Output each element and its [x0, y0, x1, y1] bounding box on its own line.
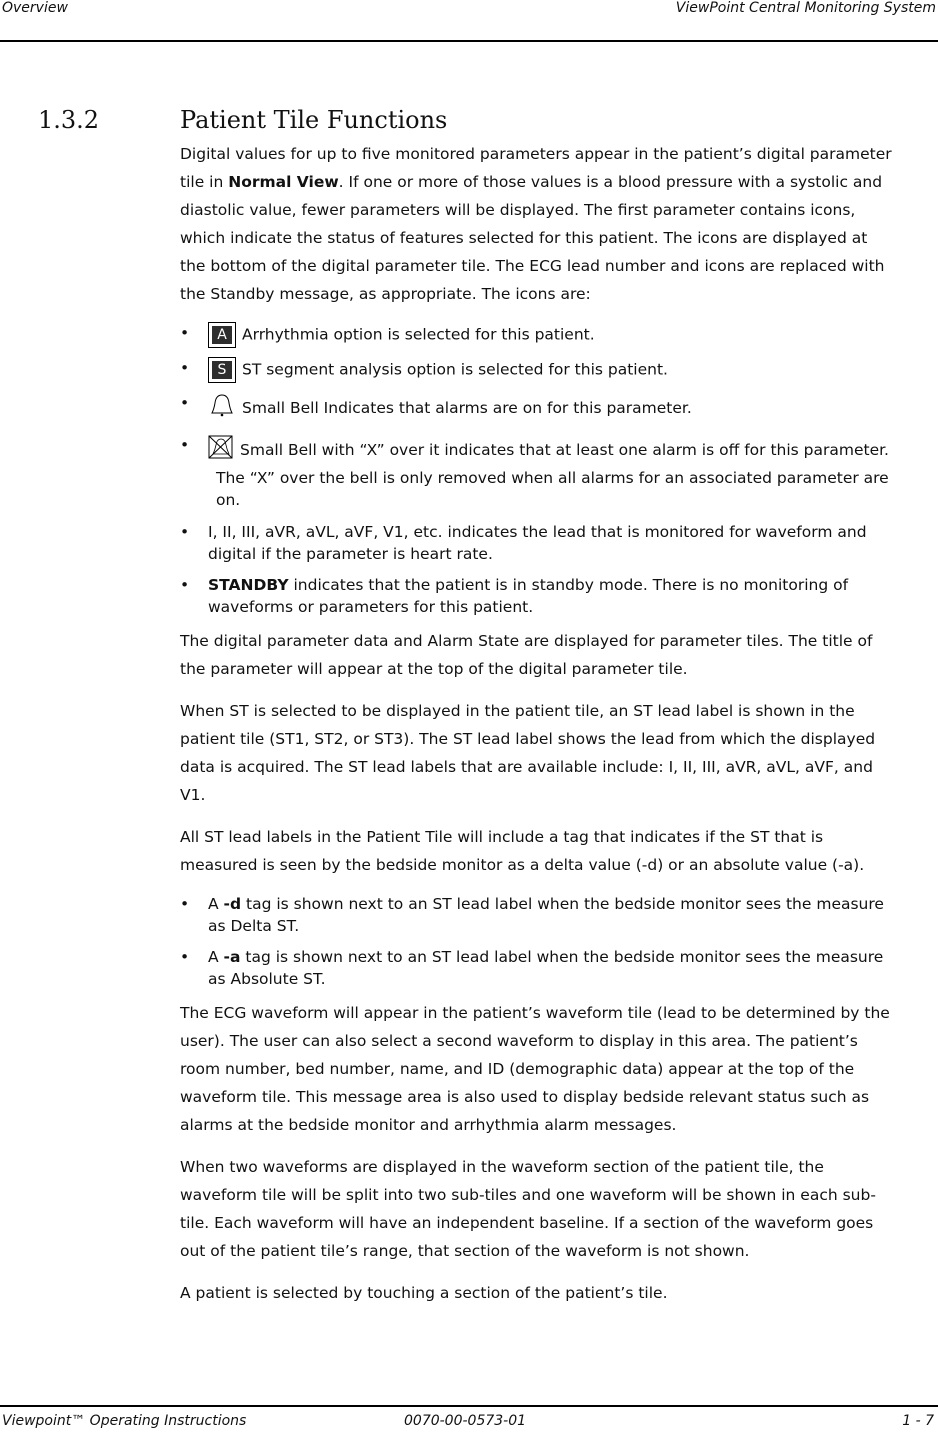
section-number: 1.3.2 [38, 106, 100, 134]
bullet: • [180, 324, 190, 342]
ecg-waveform-paragraph: The ECG waveform will appear in the patient’s waveform tile (lead to be determined by the user). The user can also select a second waveform to display in this area. The patient’s room number, bed number, name, and ID (demographic data) appear at the top of the waveform tile. This message area is also used to display bedside relevant status such as alarms at the bedside monitor and arrhythmia alarm messages. [180, 1004, 890, 1134]
list-item: • A -a tag is shown next to an ST lead label when the bedside monitor sees the measure as Absolute ST. [180, 948, 884, 988]
st-label-paragraph: When ST is selected to be displayed in the patient tile, an ST lead label is shown in the patient tile (ST1, ST2, or ST3). The ST lead label shows the lead from which the displayed data is acquired. The ST lead labels that are available include: I, II, III, aVR, aVL, aVF, and V1. [180, 702, 876, 804]
st-tag-paragraph: All ST lead labels in the Patient Tile will include a tag that indicates if the ST that is measured is seen by the bedside monitor as a delta value (-d) or an absolute value (-a). [180, 828, 865, 874]
list-item: • I, II, III, aVR, aVL, aVF, V1, etc. indicates the lead that is monitored for waveform and digital if the parameter is heart rate. [180, 523, 867, 563]
list-item: • A -d tag is shown next to an ST lead label when the bedside monitor sees the measure as Delta ST. [180, 895, 884, 935]
bullet: • [180, 576, 190, 594]
arrhythmia-icon: A [208, 322, 236, 348]
bullet: • [180, 948, 190, 966]
header-section-name: Overview [2, 0, 68, 16]
footer-document-name: Viewpoint™ Operating Instructions [2, 1413, 247, 1429]
page-number: 1 - 7 [902, 1413, 934, 1429]
delta-tag-term: -d [223, 895, 242, 913]
st-segment-icon: S [208, 357, 236, 383]
bullet: • [180, 523, 190, 541]
page-footer [0, 1405, 938, 1437]
bullet: • [180, 436, 190, 454]
list-item: • A Arrhythmia option is selected for this patient. [180, 322, 896, 348]
intro-paragraph: Digital values for up to five monitored parameters appear in the patient’s digital parameter tile in Normal View. If one or more of those values is a blood pressure with a systolic and diastolic value, fewer parameters will be displayed. The first parameter contains icons, which indicate the status of features selected for this patient. The icons are displayed at the bottom of the digital parameter tile. The ECG lead number and icons are replaced with the Standby message, as appropriate. The icons are: [180, 145, 892, 303]
bullet: • [180, 394, 190, 412]
digital-parameter-paragraph: The digital parameter data and Alarm State are displayed for parameter tiles. The title of the parameter will appear at the top of the digital parameter tile. [180, 632, 873, 678]
st-tag-bullet-list [180, 893, 896, 990]
page-header [0, 0, 938, 42]
lead-bullet-list [180, 521, 896, 618]
list-item: • STANDBY indicates that the patient is in standby mode. There is no monitoring of waveforms or parameters for this patient. [180, 576, 849, 616]
bullet: • [180, 359, 190, 377]
bullet: • [180, 895, 190, 913]
list-item: • Small Bell Indicates that alarms are on for this parameter. [180, 392, 896, 425]
list-item: • S ST segment analysis option is selected for this patient. [180, 357, 896, 383]
standby-term: STANDBY [208, 576, 289, 594]
section-title: Patient Tile Functions [180, 106, 448, 134]
two-waveforms-paragraph: When two waveforms are displayed in the waveform section of the patient tile, the waveform tile will be split into two sub-tiles and one waveform will be shown in each sub-tile. Each waveform will have an independent baseline. If a section of the waveform goes out of the patient tile’s range, that section of the waveform is not shown. [180, 1158, 876, 1260]
bell-icon [208, 392, 236, 425]
footer-part-number: 0070-00-0573-01 [404, 1413, 527, 1429]
absolute-tag-term: -a [223, 948, 241, 966]
header-document-title: ViewPoint Central Monitoring System [675, 0, 936, 16]
list-item: • Small Bell with “X” over it indicates that at least one alarm is off for this parameter. The “X” over the bell is only removed when all alarms for an associated parameter are on. [180, 434, 896, 511]
list-item-continuation: The “X” over the bell is only removed when all alarms for an associated parameter are on. [216, 469, 889, 509]
icon-list [180, 322, 896, 511]
patient-selection-paragraph: A patient is selected by touching a section of the patient’s tile. [180, 1284, 668, 1302]
bell-off-icon [208, 434, 234, 467]
section-body [180, 140, 896, 1321]
normal-view-term: Normal View [228, 173, 339, 191]
